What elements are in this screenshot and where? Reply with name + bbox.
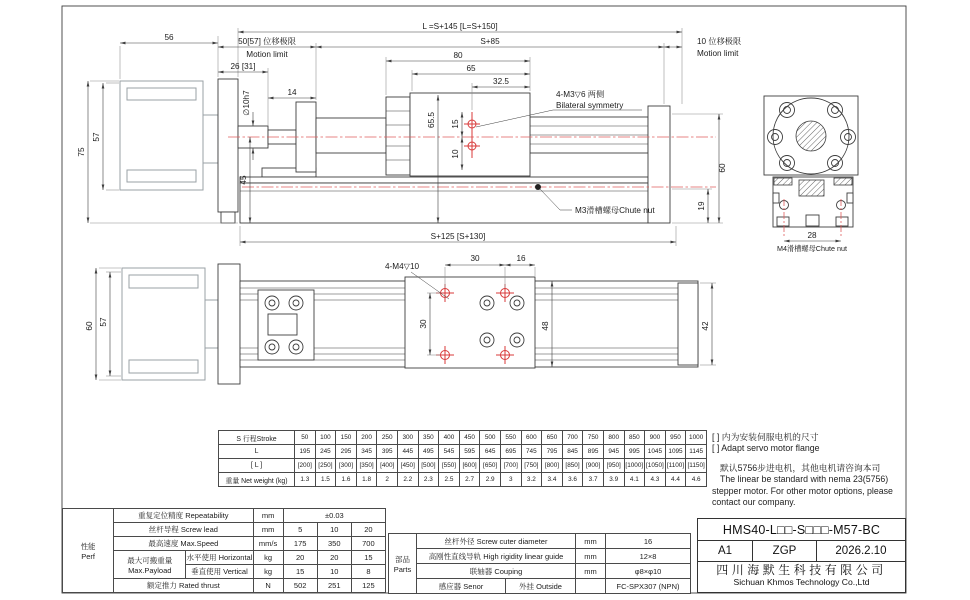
stroke-cell: 395 [377,445,398,459]
stroke-cell: 445 [397,445,418,459]
stroke-cell: 950 [665,431,686,445]
stroke-cell: 2.9 [480,473,501,487]
screw-lead-unit: mm [253,523,283,537]
stroke-cell: 250 [377,431,398,445]
dim-10: 10 [451,149,460,159]
stroke-cell: 50 [295,431,316,445]
stroke-cell: [1000] [624,459,645,473]
stroke-cell: [500] [418,459,439,473]
tap-note-m4: 4-M4▽10 [385,262,420,271]
stroke-cell: 3.7 [583,473,604,487]
dim-motor-width: 56 [164,33,174,42]
stroke-cell: 1.6 [336,473,357,487]
stroke-cell: 400 [439,431,460,445]
stroke-cell: 595 [459,445,480,459]
stroke-cell: 195 [295,445,316,459]
screw-section [799,180,824,196]
stroke-cell: 645 [480,445,501,459]
screw-lead-value: 20 [351,523,385,537]
thrust-unit: N [253,579,283,593]
stroke-row-label: [ L ] [219,459,295,473]
stroke-cell: 995 [624,445,645,459]
stroke-cell: 200 [356,431,377,445]
drafter: ZGP [753,541,817,561]
stroke-cell: 1095 [665,445,686,459]
dim-motion-left-cn: 50[57] 位移极限 [238,37,296,46]
stroke-cell: 2.2 [397,473,418,487]
note-motor-en3: contact our company. [712,497,796,508]
stroke-row-label: S 行程Stroke [219,431,295,445]
thrust-value: 125 [351,579,385,593]
stroke-cell: [400] [377,459,398,473]
stroke-cell: 245 [315,445,336,459]
vertical-value: 15 [283,565,317,579]
max-speed-value: 700 [351,537,385,551]
parts-section-label: 部品 Parts [389,534,417,594]
coupling-label: 联轴器 Couping [417,564,576,579]
stroke-cell: 495 [418,445,439,459]
horizontal-value: 20 [283,551,317,565]
stroke-cell: 700 [562,431,583,445]
vertical-unit: kg [253,565,283,579]
stroke-cell: [650] [480,459,501,473]
stroke-cell: [600] [459,459,480,473]
tap-note-cn: 4-M3▽6 两侧 [556,90,605,99]
model-number: HMS40-L□□-S□□□-M57-BC [698,519,905,541]
horizontal-value: 15 [351,551,385,565]
max-speed-value: 175 [283,537,317,551]
vertical-value: 10 [317,565,351,579]
dim-65: 65 [466,64,476,73]
guide-unit: mm [576,549,606,564]
dim-motion-right-en: Motion limit [697,49,739,58]
dim-shaft-dia: ∅10h7 [242,90,251,116]
max-speed-label: 最高速度 Max.Speed [114,537,253,551]
company-name-en: Sichuan Khmos Technology Co.,Ltd [733,577,870,587]
stroke-cell: 300 [397,431,418,445]
parts-table [388,533,691,594]
dim-65-5: 65.5 [427,112,436,128]
stroke-cell: [1150] [686,459,707,473]
dim-75: 75 [77,147,86,157]
stroke-cell: 845 [562,445,583,459]
stroke-cell: 650 [542,431,563,445]
stroke-cell: 1.5 [315,473,336,487]
end-view [764,96,858,253]
stroke-cell: [300] [336,459,357,473]
stroke-cell: 350 [418,431,439,445]
stroke-cell: 3.6 [562,473,583,487]
max-speed-value: 350 [317,537,351,551]
dim-total-length: L =S+145 [L=S+150] [422,22,498,31]
horizontal-unit: kg [253,551,283,565]
dim-top-60: 60 [85,321,94,331]
dim-s85: S+85 [480,37,500,46]
dim-26-31: 26 [31] [230,62,256,71]
stroke-cell: 1.3 [295,473,316,487]
thrust-value: 251 [317,579,351,593]
dim-motion-right-cn: 10 位移极限 [697,37,742,46]
stroke-cell: 295 [336,445,357,459]
stroke-cell: [450] [397,459,418,473]
guide-label: 高刚性直线导轨 High rigidity linear guide [417,549,576,564]
stroke-cell: 600 [521,431,542,445]
stroke-cell: 2.5 [439,473,460,487]
stroke-cell: 795 [542,445,563,459]
company [698,563,905,594]
stroke-cell: 945 [603,445,624,459]
stroke-cell: [550] [439,459,460,473]
payload-group-label: 最大可搬重量 Max.Payload [114,551,186,579]
dim-32-5: 32.5 [493,77,509,86]
sensor-label: 感应器 Senor [417,579,506,594]
stroke-row-label: 重量 Net weight (kg) [219,473,295,487]
thrust-value: 502 [283,579,317,593]
stroke-cell: 850 [624,431,645,445]
stroke-cell: 500 [480,431,501,445]
stroke-cell: 750 [583,431,604,445]
stroke-cell: 550 [500,431,521,445]
stroke-cell: 2 [377,473,398,487]
dim-28: 28 [807,231,817,240]
thrust-label: 额定推力 Rated thrust [114,579,253,593]
dim-15: 15 [451,119,460,129]
side-view [77,22,741,246]
stroke-row-label: L [219,445,295,459]
stroke-cell: [900] [583,459,604,473]
stroke-cell: 1.8 [356,473,377,487]
perf-section-label [63,509,114,593]
stroke-cell: 2.7 [459,473,480,487]
note-servo-en: [ ] Adapt servo motor flange [712,443,820,454]
dim-48: 48 [541,321,550,331]
note-motor-en1: The linear be standard with nema 23(5756) [720,474,889,485]
stroke-cell: [200] [295,459,316,473]
note-motor-en2: stepper motor. For other motor options, please [712,485,893,496]
screw-lead-value: 10 [317,523,351,537]
dim-30-top: 30 [470,254,480,263]
note-servo-cn: [ ] 内为安装伺服电机的尺寸 [712,432,819,442]
dim-19: 19 [697,201,706,211]
perf-section-en: Perf [81,551,95,561]
stroke-cell: 4.3 [645,473,666,487]
note-motor-cn: 默认5756步进电机，其他电机请咨询本司 [720,462,881,473]
perf-section-cn: 性能 [80,541,96,551]
top-view [85,254,716,384]
dim-57: 57 [92,132,101,142]
stroke-cell: 900 [645,431,666,445]
stroke-cell: 345 [356,445,377,459]
dim-14: 14 [287,88,297,97]
motor-shaft-section [796,121,826,151]
stroke-cell: 100 [315,431,336,445]
dim-45: 45 [239,175,248,185]
dim-42: 42 [701,321,710,331]
m4-chute-nut-label: M4滑槽螺母Chute nut [777,244,847,253]
title-block [697,518,906,593]
tap-note-en: Bilateral symmetry [556,101,624,110]
company-name-cn: 四川海默生科技有限公司 [716,563,887,577]
sensor-value: FC-SPX307 (NPN) [606,579,691,594]
stroke-cell: [850] [562,459,583,473]
stroke-cell: 4.1 [624,473,645,487]
screw-lead-value: 5 [283,523,317,537]
stroke-cell: 1045 [645,445,666,459]
horizontal-label: 水平使用 Horizontal [186,551,253,565]
repeatability-unit: mm [253,509,283,523]
stroke-cell: 745 [521,445,542,459]
stroke-cell: 3.2 [521,473,542,487]
stroke-cell: 450 [459,431,480,445]
chute-nut-label: M3滑槽螺母Chute nut [575,206,655,215]
stroke-cell: [350] [356,459,377,473]
dim-top-57: 57 [99,317,108,327]
dim-60: 60 [718,163,727,173]
stroke-cell: 895 [583,445,604,459]
stroke-cell: 4.6 [686,473,707,487]
stroke-cell: 695 [500,445,521,459]
stroke-cell: 1000 [686,431,707,445]
coupling-unit: mm [576,564,606,579]
stroke-cell: [1100] [665,459,686,473]
coupling-value: φ8×φ10 [606,564,691,579]
repeatability-value: ±0.03 [283,509,385,523]
stroke-cell: 3 [500,473,521,487]
stroke-cell: [950] [603,459,624,473]
performance-table [62,508,386,593]
screw-od-value: 16 [606,534,691,549]
horizontal-value: 20 [317,551,351,565]
screw-od-unit: mm [576,534,606,549]
date: 2026.2.10 [835,545,887,557]
guide-value: 12×8 [606,549,691,564]
dim-30-side: 30 [419,319,428,329]
stroke-cell: 1145 [686,445,707,459]
repeatability-label: 重复定位精度 Repeatability [114,509,253,523]
vertical-value: 8 [351,565,385,579]
stroke-cell: 2.3 [418,473,439,487]
vertical-label: 垂直使用 Vertical [186,565,253,579]
dim-base-length: S+125 [S+130] [430,232,486,241]
stroke-cell: [750] [521,459,542,473]
notes-block [712,432,906,509]
revision: A1 [698,541,753,561]
max-speed-unit: mm/s [253,537,283,551]
dim-motion-left-en: Motion limit [246,50,288,59]
stroke-cell: [700] [500,459,521,473]
stroke-cell: 150 [336,431,357,445]
screw-od-label: 丝杆外径 Screw cuter diameter [417,534,576,549]
stroke-cell: [800] [542,459,563,473]
stroke-table [218,430,707,487]
stroke-cell: [1050] [645,459,666,473]
sensor-mount: 外挂 Outside [506,579,576,594]
stroke-cell: 3.4 [542,473,563,487]
stroke-cell: 545 [439,445,460,459]
screw-lead-label: 丝杆导程 Screw lead [114,523,253,537]
stroke-cell: 3.9 [603,473,624,487]
dim-16: 16 [516,254,526,263]
stroke-cell: [250] [315,459,336,473]
dim-80: 80 [453,51,463,60]
stroke-cell: 4.4 [665,473,686,487]
sensor-unit [576,579,606,594]
stroke-cell: 800 [603,431,624,445]
